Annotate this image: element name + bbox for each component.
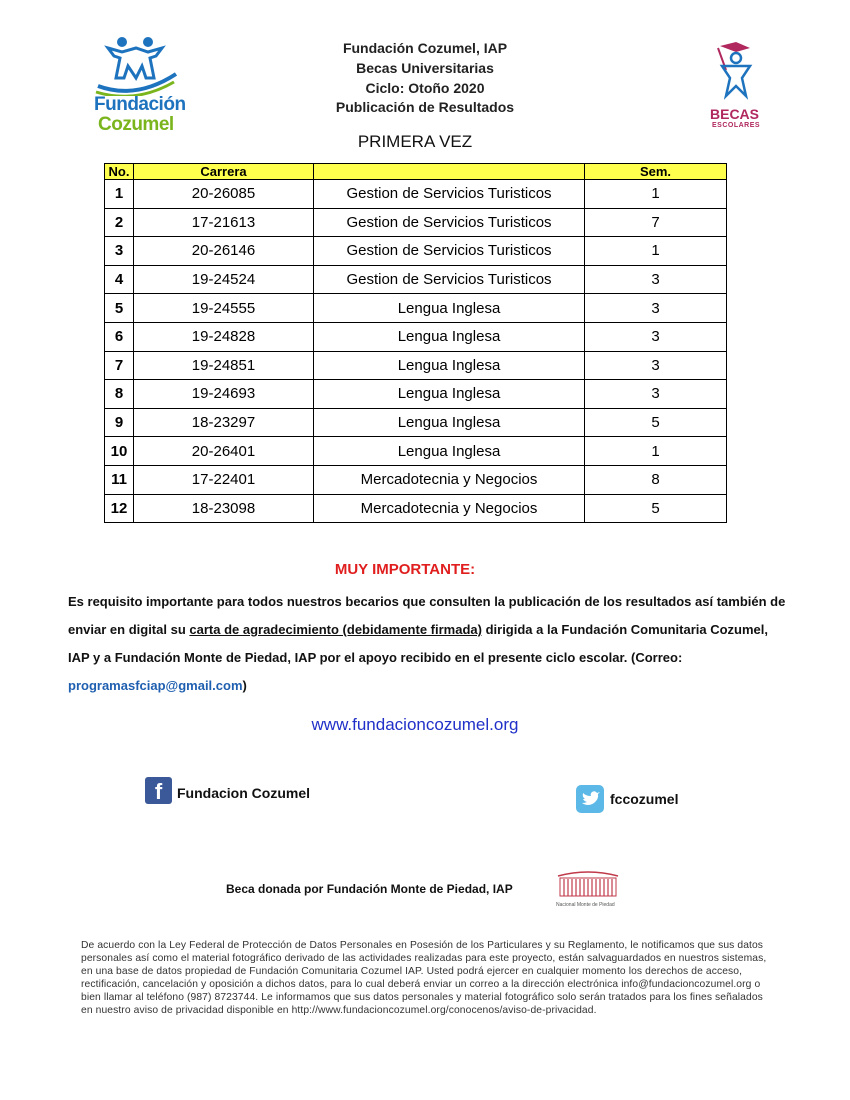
table-row (105, 380, 727, 409)
row-number: 9 (105, 408, 134, 437)
program-name: Lengua Inglesa (314, 437, 585, 466)
facebook-icon[interactable]: f (145, 777, 172, 804)
student-id: 20-26085 (134, 180, 314, 209)
table-row (105, 294, 727, 323)
student-id: 19-24828 (134, 322, 314, 351)
student-id: 18-23098 (134, 494, 314, 523)
semester: 3 (585, 351, 727, 380)
semester: 3 (585, 322, 727, 351)
donation-note: Beca donada por Fundación Monte de Piedad, IAP (226, 882, 513, 896)
semester: 5 (585, 408, 727, 437)
column-header-carrera: Carrera (134, 164, 314, 180)
header-line-2: Becas Universitarias (356, 60, 494, 76)
header-line-3: Ciclo: Otoño 2020 (365, 80, 485, 96)
program-name: Lengua Inglesa (314, 408, 585, 437)
program-name: Gestion de Servicios Turisticos (314, 237, 585, 266)
logo-text-cozumel: Cozumel (98, 114, 174, 135)
row-number: 6 (105, 322, 134, 351)
semester: 1 (585, 437, 727, 466)
becas-escolares-logo (706, 40, 776, 135)
semester: 7 (585, 208, 727, 237)
table-row (105, 465, 727, 494)
row-number: 1 (105, 180, 134, 209)
important-text-end: ) (242, 678, 247, 693)
page-subtitle: PRIMERA VEZ (357, 132, 473, 151)
semester: 1 (585, 237, 727, 266)
privacy-notice: De acuerdo con la Ley Federal de Protección de Datos Personales en Posesión de los Particulares y su Reglamento, le notificamos que sus datos personales así como el material fotográfico derivado de las actividades realizadas para este proyecto, están salvaguardados en nuestros sistemas, en una base de datos propiedad de Fundación Comunitaria Cozumel IAP. Usted podrá ejercer en cualquier momento los derechos de acceso, rectificación, cancelación y oposición a dichos datos, para lo cual deberá enviar un correo a la dirección electrónica info@fundacioncozumel.org o bien llamar al teléfono (987) 8723744. Le informamos que sus datos personales y material fotográfico solo serán tratados para los fines señalados en nuestro aviso de privacidad disponible en http://www.fundacioncozumel.org/conocenos/aviso-de-privacidad. (81, 940, 767, 1016)
row-number: 8 (105, 380, 134, 409)
semester: 3 (585, 265, 727, 294)
important-title: MUY IMPORTANTE: (334, 561, 476, 578)
student-id: 19-24524 (134, 265, 314, 294)
thank-you-letter-text: carta de agradecimiento (debidamente firmada) (189, 622, 482, 637)
student-id: 19-24555 (134, 294, 314, 323)
semester: 3 (585, 380, 727, 409)
table-row (105, 237, 727, 266)
results-table (104, 163, 727, 523)
row-number: 12 (105, 494, 134, 523)
row-number: 4 (105, 265, 134, 294)
important-text-continued: dirigida a la Fundación Comunitaria Cozumel, IAP y a Fundación Monte de Piedad, IAP por el apoyo recibido en el presente ciclo escolar. (Correo: (68, 622, 769, 665)
fundacion-cozumel-logo (86, 34, 186, 134)
student-id: 19-24693 (134, 380, 314, 409)
semester: 8 (585, 465, 727, 494)
column-header-no: No. (105, 164, 134, 180)
monte-de-piedad-caption: Nacional Monte de Piedad (556, 902, 615, 908)
row-number: 2 (105, 208, 134, 237)
row-number: 11 (105, 465, 134, 494)
student-id: 17-22401 (134, 465, 314, 494)
row-number: 7 (105, 351, 134, 380)
logo-text-becas: BECAS (710, 106, 760, 122)
monte-de-piedad-logo (556, 870, 620, 910)
table-row (105, 180, 727, 209)
table-row (105, 265, 727, 294)
important-text: Es requisito importante para todos nuestros becarios que consulten la publicación de los resultados así también de enviar en digital su (68, 594, 786, 637)
table-row (105, 208, 727, 237)
website-link[interactable]: www.fundacioncozumel.org (311, 715, 519, 734)
star-child-icon (706, 40, 766, 102)
table-row (105, 408, 727, 437)
table-row (105, 322, 727, 351)
program-name: Lengua Inglesa (314, 322, 585, 351)
building-icon (556, 870, 620, 900)
student-id: 17-21613 (134, 208, 314, 237)
student-id: 19-24851 (134, 351, 314, 380)
semester: 3 (585, 294, 727, 323)
column-header-blank (314, 164, 585, 180)
logo-text-escolares: ESCOLARES (712, 122, 761, 129)
program-name: Lengua Inglesa (314, 380, 585, 409)
program-name: Mercadotecnia y Negocios (314, 465, 585, 494)
header-line-4: Publicación de Resultados (335, 99, 515, 115)
table-row (105, 437, 727, 466)
table-header-row (105, 164, 727, 180)
program-name: Mercadotecnia y Negocios (314, 494, 585, 523)
program-name: Gestion de Servicios Turisticos (314, 208, 585, 237)
semester: 1 (585, 180, 727, 209)
row-number: 3 (105, 237, 134, 266)
student-id: 20-26401 (134, 437, 314, 466)
table-row (105, 494, 727, 523)
column-header-sem: Sem. (585, 164, 727, 180)
logo-text-fundacion: Fundación (94, 94, 186, 115)
important-paragraph (68, 588, 788, 700)
table-row (105, 351, 727, 380)
twitter-label[interactable]: fccozumel (610, 791, 679, 807)
program-name: Gestion de Servicios Turisticos (314, 180, 585, 209)
contact-email-link[interactable]: programasfciap@gmail.com (68, 678, 243, 693)
program-name: Gestion de Servicios Turisticos (314, 265, 585, 294)
semester: 5 (585, 494, 727, 523)
children-logo-icon (86, 34, 186, 96)
row-number: 10 (105, 437, 134, 466)
student-id: 20-26146 (134, 237, 314, 266)
program-name: Lengua Inglesa (314, 294, 585, 323)
program-name: Lengua Inglesa (314, 351, 585, 380)
facebook-label[interactable]: Fundacion Cozumel (177, 785, 310, 801)
twitter-icon[interactable] (576, 785, 604, 813)
header-line-1: Fundación Cozumel, IAP (342, 40, 508, 56)
row-number: 5 (105, 294, 134, 323)
student-id: 18-23297 (134, 408, 314, 437)
